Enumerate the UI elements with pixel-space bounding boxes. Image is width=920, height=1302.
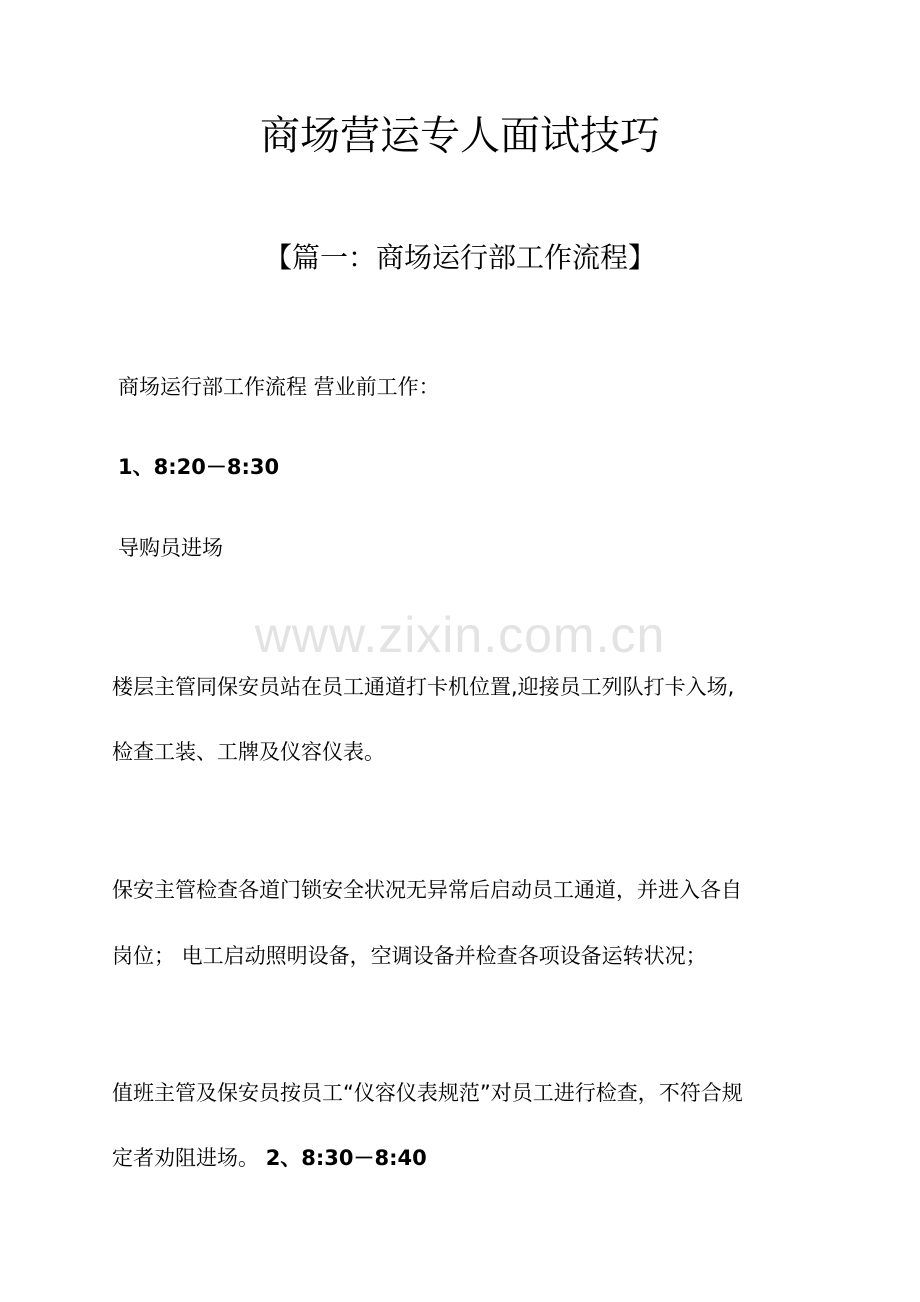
watermark: www.zixin.com.cn	[254, 607, 666, 663]
step1-heading: 导购员进场	[118, 536, 223, 560]
paragraph-line: 检查工装、工牌及仪容仪表。	[112, 740, 385, 764]
paragraph-text: 定者劝阻进场。	[112, 1146, 259, 1170]
step1-time: 1、8:20－8:30	[118, 455, 280, 479]
intro-line: 商场运行部工作流程 营业前工作：	[118, 375, 440, 399]
paragraph-line: 楼层主管同保安员站在员工通道打卡机位置,迎接员工列队打卡入场,	[112, 675, 735, 699]
paragraph-line: 保安主管检查各道门锁安全状况无异常后启动员工通道，并进入各自	[112, 878, 742, 902]
paragraph-line: 岗位； 电工启动照明设备，空调设备并检查各项设备运转状况；	[112, 944, 707, 968]
paragraph-line: 值班主管及保安员按员工“仪容仪表规范”对员工进行检查，不符合规	[112, 1081, 743, 1105]
document-title: 商场营运专人面试技巧	[260, 113, 660, 159]
last-line	[112, 1142, 427, 1174]
section-heading: 【篇一：商场运行部工作流程】	[263, 241, 656, 274]
step2-time: 2、8:30－8:40	[265, 1146, 427, 1170]
